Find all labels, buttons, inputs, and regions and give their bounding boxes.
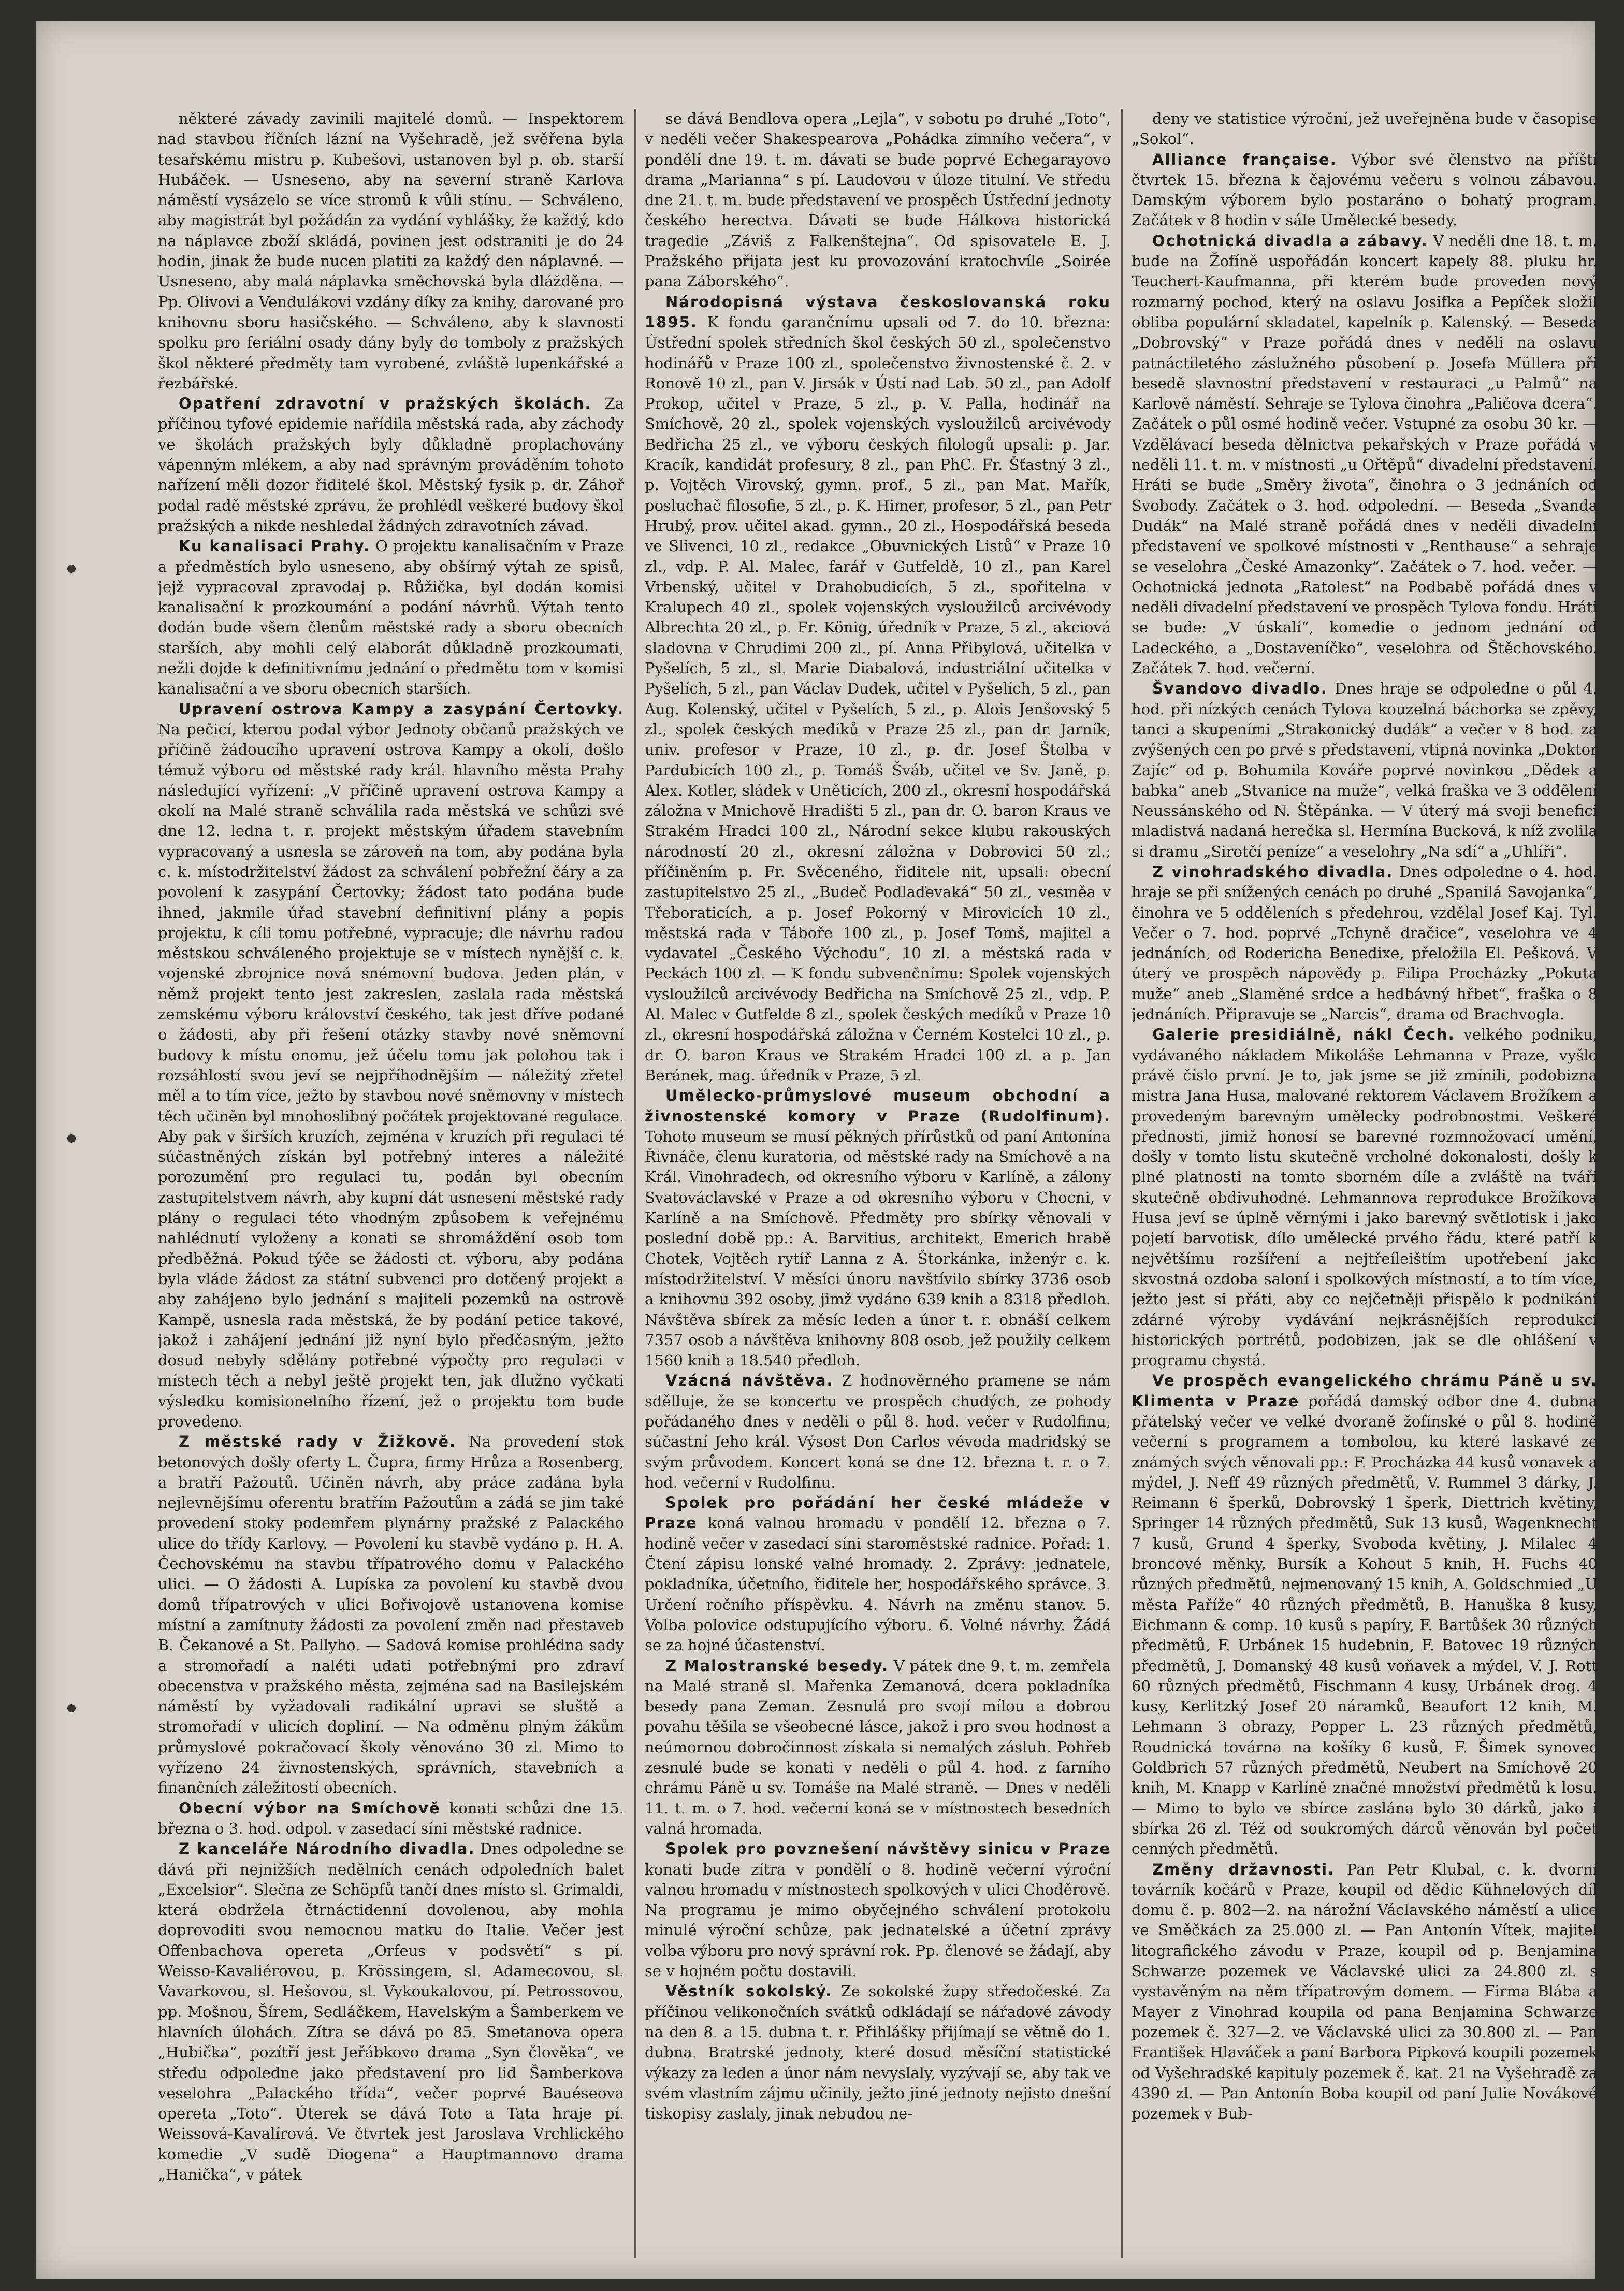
article-body: Z hodnověrného pramene se nám sdělluje, že se koncertu ve prospěch chudých, ze pohody pořádaného dnes v neděli o půl 8. hod. večer v Rudolfinu, súčastní Jeho král. Výsost Don Carlos vévoda madridský se svým průvodem. Koncert koná se dne 12. března t. r. o 7. hod. večerní v Rudolfinu. [645, 1372, 1111, 1491]
article-paragraph [1132, 231, 1598, 679]
article-body: konati schůzi dne 15. března o 3. hod. odpol. v zasedací síni městské radnice. [158, 1799, 624, 1837]
article-paragraph [1132, 679, 1598, 862]
article-body: konati bude zítra v pondělí o 8. hodině večerní výroční valnou hromadu v místnostech spolkových v ulici Choděrově. Na programu je mimo obyčejného schválení protokolu minulé výroční schůze, pak jednatelské a účetní zprávy volba výboru pro nový správní rok. Pp. členové se žádají, aby se v hojném počtu dostavili. [645, 1860, 1111, 1980]
article-headline: Z kanceláře Národního divadla. [179, 1840, 475, 1858]
article-headline: Švandovo divadlo. [1152, 680, 1328, 698]
article-body: koná valnou hromadu v pondělí 12. března o 7. hodině večer v zasedací síni staroměstské radnice. Pořad: 1. Čtení zápisu lonské valné hromady. 2. Zprávy: jednatele, pokladníka, účetního, řiditele her, hospodářského správce. 3. Určení ročního příspěvku. 4. Návrh na změnu stanov. 5. Volba polovice odstupujícího výboru. 6. Volné návrhy. Žádá se za hojné účastenství. [645, 1514, 1111, 1654]
article-headline: Obecní výbor na Smíchově [179, 1799, 441, 1817]
article-paragraph [1132, 150, 1598, 231]
article-paragraph [1132, 1860, 1598, 2124]
article-headline: Spolek pro pořádání her české mládeže v Praze [645, 1494, 1111, 1532]
article-headline: Umělecko‑průmyslové museum obchodní a živnostenské komory v Praze (Rudolfinum). [645, 1087, 1111, 1125]
text-column-3 [1132, 109, 1598, 2258]
article-headline: Upravení ostrova Kampy a zasypání Čertovky. [179, 700, 624, 718]
column-divider-1 [634, 109, 636, 2258]
article-headline: Ochotnická divadla a zábavy. [1152, 232, 1428, 250]
article-body: pořádá damský odbor dne 4. dubna přátelský večer ve velké dvoraně žofínské o půl 8. hodině večerní s programem a tombolou, ku které laskavé ze známých svých věnovali pp.: F. Procházka 44 kusů vonavek a mýdel, J. Neff 49 různých předmětů, V. Rummel 3 dárky, J. Reimann 6 šperků, Dobrovský 1 šperk, Diettrich květiny, Springer 14 různých předmětů, Suk 13 kusů, Wagenknecht 7 kusů, Grund 4 šperky, Svoboda květiny, J. Milalec 4 broncové měnky, Bursík a Kohout 5 knih, H. Fuchs 40 různých předmětů, nejmenovaný 15 knih, A. Goldschmied „U města Paříže“ 40 různých předmětů, B. Hanuška 8 kusy, Eichmann & comp. 10 kusů s papíry, F. Bartůšek 30 různých předmětů, F. Urbánek 15 hudebnin, F. Batovec 19 různých předmětů, J. Domanský 48 kusů voňavek a mýdel, V. J. Rott 60 různých předmětů, Fischmann 4 kusy, Urbánek drog. 4 kusy, Kerlitzký Josef 20 náramků, Beaufort 12 knih, M. Lehmann 3 obrazy, Popper L. 23 různých předmětů, Roudnická továrna na košíky 6 kusů, F. Šimek synovec Goldbrich 57 různých předmětů, Neubert na Smíchově 20 knih, M. Knapp v Karlíně značné množství předmětů k losu. — Mimo to bylo ve sbírce zaslána bylo 30 dárků, jako i sbírka 26 zl. Též od soukromých dárců věnován byl počet cenných předmětů. [1132, 1392, 1598, 1858]
article-headline: Spolek pro povznešení návštěvy sinicu v Praze [665, 1840, 1111, 1858]
article-paragraph [158, 699, 624, 1432]
article-body: velkého podniku, vydávaného nákladem Mikoláše Lehmanna v Praze, vyšlo právě číslo první. Je to, jak jsme se již zmínili, podobizna mistra Jana Husa, malované rektorem Václavem Brožíkem a provedeným barevným umělecky podrobnostmi. Veškeré přednosti, jimiž honosí se barevné rozmnožovací umění, došly v tomto listu skutečně vrcholné dokonalosti, došly k plné platnosti na tomto sborném díle a zvláště na tváři skutečně obdivuhodné. Lehmannova reprodukce Brožíkova Husa jeví se úplně věrnými i jako barevný světlotisk i jako pojetí barvotisk, dílo umělecké prvého řádu, které patří k největšímu rozšíření a nejtřeíleištím upotřebení jako skvostná ozdoba saloní i spolkových místností, a to tím více, ježto jest si přáti, aby co nejčetněji přispělo k podnikání zdárné výroby vydávání nejkrásnějších reprodukcí historických portrétů, podobizen, jak se dle ohlášení v programu chystá. [1132, 1026, 1598, 1370]
article-paragraph [645, 1656, 1111, 1839]
article-headline: Národopisná výstava českoslovanská roku 1895. [645, 293, 1111, 331]
article-body: Ze sokolské župy středočeské. Za příčinou velikonočních svátků odkládají se náŕadové závody na den 8. a 15. dubna t. r. Přihlášky přijímají se větně do 1. dubna. Bratrské jednoty, které dosud měsíční statistické výkazy za leden a únor nám nevyslaly, vyzývají se, aby tak ve svém vlastním zájmu učinily, ježto jiné jednoty nejisto dnešní tiskopisy zaslaly, jinak nebudou ne- [645, 1982, 1111, 2123]
column-divider-2 [1121, 109, 1123, 2258]
article-paragraph [158, 109, 624, 394]
article-headline: Ve prospěch evangelického chrámu Páně u sv. Klimenta v Praze [1132, 1372, 1598, 1410]
article-headline: Z Malostranské besedy. [665, 1656, 889, 1675]
article-paragraph [1132, 1025, 1598, 1371]
article-headline: Z městské rady v Žižkově. [179, 1433, 457, 1451]
article-body: některé závady zavinili majitelé domů. — Inspektorem nad stavbou říčních lázní na Vyšehradě, jež svěřena byla tesařskému mistru p. Kubešovi, ustanoven byl p. ob. starší Hubáček. — Usneseno, aby na severní straně Karlova náměstí vysázelo se více stromů k vůli stínu. — Schváleno, aby magistrát byl požádán za vydání vyhlášky, že každý, kdo na náplavce zboží skládá, povinen jest odstraniti je do 24 hodin, jinak že bude nucen platiti za každý den náplavné. — Usneseno, aby malá náplavka směchovská byla dlážděna. — Pp. Olivovi a Vendulákovi vzdány díky za knihy, darované pro knihovnu sboru hasičského. — Schváleno, aby k slavnosti spolku pro feriální osady dány byly do tomboly z pražských škol některé předměty tam vyrobené, zvláště lupenkářské a řezbářské. [158, 110, 624, 392]
binding-hole-1 [67, 565, 76, 573]
newspaper-page [36, 21, 1598, 2279]
article-body: V pátek dne 9. t. m. zemřela na Malé straně sl. Mařenka Zemanová, dcera pokladníka besedy pana Zeman. Zesnulá pro svojí mílou a dobrou povahu těšila se všeobecné lásce, jakož i pro svou hodnost a neúmornou dobročinnost získala si nemalých zásluh. Pohřeb zesnulé bude se konati v neděli o půl 4. hod. z farního chrámu Páně u sv. Tomáše na Malé straně. — Dnes v neděli 11. t. m. o 7. hod. večerní koná se v místnostech besedních valná hromada. [645, 1656, 1111, 1837]
text-column-2 [645, 109, 1111, 2258]
article-body: Dnes odpoledne o 4. hod. hraje se při snížených cenách po druhé „Spanilá Savojanka“, činohra ve 5 odděleních s předehrou, vzdělal Josef Kaj. Tyl. Večer o 7. hod. poprvé „Tchyně dračice“, veselohra ve 4 jednáních, od Roderichа Benedixe, přeložila El. Pešková. V úterý ve prospěch nápovědy p. Filipa Procházky „Pokuta muže“ aneb „Slaměné srdce a hedbávný hřbet“, fraška o 8 jednáních. Připravuje se „Narcis“, drama od Brachvogla. [1132, 862, 1598, 1024]
article-headline: Změny državnosti. [1152, 1860, 1335, 1878]
article-headline: Alliance française. [1152, 150, 1337, 168]
article-body: Pan Petr Klubal, c. k. dvorní továrník kočárů v Praze, koupil od dědic Kühnelových díl domu č. p. 802—2. na nárožní Václavského náměstí a ulice ve Směčkách za 25.000 zl. — Pan Antonín Vítek, majitel litografického závodu v Praze, koupil od p. Benjamina Schwarze pozemek ve Václavské ulici za 24.800 zl. s vystavěným na něm třípatrovým domem. — Firma Blába a Mayer z Vinohrad koupila od pana Benjamina Schwarze pozemek č. 327—2. ve Václavské ulici za 30.800 zl. — Pan František Hlaváček a paní Barbora Pipková koupili pozemek od Vyšehradské kapituly pozemek č. kat. 21 na Vyšehradě za 4390 zl. — Pan Antonín Boba koupil od paní Julie Novákové pozemek v Bub- [1132, 1860, 1598, 2123]
article-body: O projektu kanalisačním v Praze a předměstích bylo usneseno, aby obšírný výtah ze spisů, jejž vypracoval zpravodaj p. Růžička, byl dodán komisi kanalisační k prozkoumání a podání návrhů. Výtah tento dodán bude všem členům městské rady a sboru obecních starších, aby mohli celý elaborát důkladně prozkoumati, nežli dojde k definitivnímu jednání o předmětu tom v komisi kanalisační a ve sboru obecních starších. [158, 537, 624, 698]
article-paragraph [158, 1432, 624, 1798]
article-headline: Věstník sokolský. [665, 1982, 833, 2000]
article-paragraph [1132, 862, 1598, 1025]
article-paragraph [158, 536, 624, 699]
article-body: deny ve statistice výroční, jež uveřejněna bude v časopise „Sokol“. [1132, 110, 1598, 148]
article-body: Dnes odpoledne se dává při nejnižších nedělních cenách odpoledních balet „Excelsior“. Slečna ze Schöpfů tančí dnes místo sl. Grimaldi, která obdržela čtrnáctidenní dovolenou, aby mohla doprovoditi svou nemocnou matku do Italie. Večer jest Offenbachova opereta „Orfeus v podsvětí“ s pí. Weisso‑Kavaliérovou, p. Krössingem, sl. Adamecovou, sl. Vavarkovou, sl. Hešovou, sl. Vykoukalovou, pí. Petrossovou, pp. Mošnou, Šírem, Sedláčkem, Havelským a Šamberkem ve hlavních úlohách. Zítra se dává po 85. Smetanova opera „Hubička“, pozítří jest Jeřábkovo drama „Syn člověka“, ve středu odpoledne jako představení pro lid Šamberkova veselohra „Palackého třída“, večer poprvé Bauéseova opereta „Toto“. Úterek se dává Toto a Tata hraje pí. Weissová‑Kavalírová. Ve čtvrtek jest Jaroslava Vrchlického komedie „V sudě Diogena“ a Hauptmannovo drama „Hanička“, v pátek [158, 1840, 624, 2183]
article-paragraph [1132, 109, 1598, 150]
article-body: Dnes hraje se odpoledne o půl 4. hod. při nízkých cenách Tylova kouzelná báchorka se zpěvy, tanci a skupeními „Strakonický dudák“ a večer v 8 hod. za zvýšených cen po prvé s představení, vtipná novinka „Doktor Zajíc“ od p. Bohumila Kováře poprvé novinkou „Dědek a babka“ aneb „Stvanice na muže“, velká fraška ve 3 oddělení Neussánského od N. Štěpánka. — V úterý má svoji benefici mladistvá nadaná herečka sl. Hermína Bucková, k níž zvolila si dramu „Sirotčí peníze“ a veselohry „Na sdí“ a „Uhlíři“. [1132, 680, 1598, 860]
article-paragraph [645, 1981, 1111, 2124]
article-paragraph [645, 1493, 1111, 1655]
article-body: Na pečicí, kterou podal výbor Jednoty občanů pražských ve příčině žádoucího upravení ostrova Kampy a okolí, došlo témuž výboru od městské rady král. hlavního města Prahy následující vyřízení: „V příčině upravení ostrova Kampy a okolí na Malé straně schválila rada městská ve schůzi své dne 12. ledna t. r. projekt městským úřadem stavebním vypracovaný a usnesla se zároveň na tom, aby podána byla c. k. místodržitelství žádost za schválení pobřežní čáry a za povolení k zasypání Čertovky; žádost tato podána bude ihned, jakmile úřad stavební definitivní plány a popis projektu, k cíli tomu potřebné, vypracuje; dle návrhu radou městskou schváleného projektuje se v místech nynější c. k. vojenské zbrojnice nová snémovní budova. Jeden plán, v němž projekt tento jest zakreslen, zaslala rada městská zemskému výboru království českého, tak jest dříve podané o žádosti, aby při řešení otázky stavby nové sněmovní budovy k místu onomu, jež účelu tomu jak polohou tak i rozsáhlostí svou jeví se nejpříhodnějším — náležitý zřetel měl a to tím více, ježto by stavbou nové sněmovny v místech těch učiněn byl mnohoslibný počátek projektované regulace. Aby pak v širších kruzích, zejména v kruzích při regulaci té súčastněných získán byl potřebný interes a náležité porozumění pro regulaci tu, podán byl obecním zastupitelstvem návrh, aby kupní dát usnesení městské rady plány o regulaci této vhodným způsobem k veřejnému nahlédnutí vyloženy a konati se shromáždění osob tom předběžná. Pokud týče se žádosti ct. výboru, aby podána byla vláde žádost za státní subvenci pro dotčený projekt a aby zahájeno bylo jednání s majiteli pozemků na ostrově Kampě, usnesla rada městská, že by podání petice takové, jakož i zahájení jednání již nyní bylo předčasným, ježto dosud nebyly sdělány potřebné výpočty pro regulaci v místech těch a nebyl ještě projekt ten, jak dlužno vyčkati výsledku komisionelního řízení, jež o projektu tom bude provedeno. [158, 720, 624, 1430]
article-paragraph [158, 1798, 624, 1839]
article-paragraph [1132, 1371, 1598, 1859]
article-paragraph [158, 394, 624, 536]
article-paragraph [645, 1086, 1111, 1371]
article-headline: Galerie presidiálně, nákl Čech. [1152, 1026, 1455, 1044]
article-body: Za příčinou tyfové epidemie nařídila městská rada, aby záchody ve školách pražských byly důkladně proplachovány vápenným mlékem, a aby nad správným prováděním tohoto nařízení měli dozor řiditelé škol. Městský fysik p. dr. Záhoř podal radě městské zprávu, že prohlédl veškeré budovy škol pražských a nikde neshledal žádných zdravotních závad. [158, 395, 624, 535]
article-paragraph [645, 109, 1111, 292]
binding-hole-2 [67, 1134, 76, 1143]
article-headline: Opatření zdravotní v pražských školách. [179, 395, 592, 413]
article-paragraph [645, 1839, 1111, 1981]
article-headline: Ku kanalisaci Prahy. [179, 537, 371, 555]
article-headline: Vzácná návštěva. [665, 1372, 834, 1390]
binding-hole-3 [67, 1704, 76, 1712]
text-column-1 [158, 109, 624, 2258]
article-body: Výbor své členstvo na příští čtvrtek 15. března k čajovému večeru s volnou zábavou. Damským výborem bylo postaráno o bohatý program. Začátek v 8 hodin v sále Umělecké besedy. [1132, 150, 1598, 229]
article-paragraph [645, 292, 1111, 1086]
article-paragraph [645, 1371, 1111, 1493]
article-body: Na provedení stok betonových došly oferty L. Čupra, firmy Hrůza a Rosenberg, a bratří Pažoutů. Učiněn návrh, aby práce zadána byla nejlevnějšímu oferentu bratřím Pažoutům a zádá se jim také provedení stoky podemřem plynárny pražské z Palackého ulice do třídy Karlovy. — Povolení ku stavbě vydáno p. H. A. Čechovskému na stavbu třípatrového domu v Palackého ulici. — O žádosti A. Lupíska za povolení ku stavbě dvou domů třípatrových v ulici Bořivojově ustanovena komise místní a zamítnuty žádosti za povolení změn nad přestaveb B. Čekanové a St. Pallyho. — Sadová komise prohlédna sady a stromořadí a naléti udati potřebnými pro zdraví obecenstva v pražského města, zejména sad na Basilejském náměstí by vyžadovali radikální upravi se sluště a stromořadí v ulicích dopliní. — Na odměnu plným žákům průmyslové pokračovací školy věnováno 30 zl. Mimo to vyřízeno 24 živnostenských, správních, stavebních a finančních záležitostí obecních. [158, 1433, 624, 1797]
article-body: Tohoto museum se musí pěkných přírůstků od paní Antonína Řivnáče, členu kuratoria, od městské rady na Smíchově a na Král. Vinohradech, od okresního výboru v Karlíně, a zálony Svatováclavské v Praze a od okresního výboru v Chocni, v Karlíně a na Smíchově. Předměty pro sbírky věnovali v poslední době pp.: A. Barvitius, architekt, Emerich hrabě Chotek, Vojtěch rytíř Lanna z A. Štorkánka, inženýr c. k. místodržitelství. V měsíci únoru navštívilo sbírky 3736 osob a knihovnu 392 osoby, jimž vydáno 639 knih a 8318 předloh. Návštěva sbírek za měsíc leden a únor t. r. obnáší celkem 7357 osob a návštěva knihovny 808 osob, jež použily celkem 1560 knih a 18.540 předloh. [645, 1127, 1111, 1370]
article-body: K fondu garančnímu upsali od 7. do 10. března: Ústřední spolek středních škol českých 50 zl., společenstvo hodinářů v Praze 100 zl., společenstvo živnostenské č. 2. v Ronově 10 zl., pan V. Jirsák v Ústí nad Lab. 50 zl., pan Adolf Prokop, učitel v Praze, 5 zl., p. V. Palla, hodinář na Smíchově, 20 zl., spolek vojenských vysloužilců arcivévody Bedřicha 25 zl., ve výboru českých filologů upsali: p. Jar. Kracík, kandidát profesury, 8 zl., pan PhC. Fr. Šťastný 3 zl., p. Vojtěch Virovský, gymn. prof., 5 zl., pan Mat. Mařík, posluchač filosofie, 5 zl., p. K. Himer, profesor, 5 zl., pan Petr Hrubý, prov. učitel akad. gymn., 20 zl., Hospodářská beseda ve Slivenci, 10 zl., redakce „Obuvnických Listů“ v Praze 10 zl., vdp. P. Al. Malec, farář v Gutfeldě, 10 zl., pan Karel Vrbenský, učitel v Drahobudicích, 5 zl., spořitelna v Kralupech 40 zl., spolek vojenských vysloužilců arcivévody Albrechta 20 zl., p. Fr. König, úředník v Praze, 5 zl., akciová sladovna v Chrudimi 200 zl., pí. Anna Přibylová, učitelka v Pyšelích, 5 zl., sl. Marie Diabalová, industriální učitelka v Pyšelích, 5 zl., pan Václav Dudek, učitel v Pyšelích, 5 zl., pan Aug. Kolenský, učitel v Pyšelích, 5 zl., p. Alois Jenšovský 5 zl., spolek českých medíků v Praze 25 zl., pan dr. Jarník, univ. profesor v Praze, 10 zl., p. dr. Josef Štolba v Pardubicích 100 zl., p. Tomáš Šváb, učitel ve Sv. Janě, p. Alex. Kotler, sládek v Uněticích, 200 zl., okresní hospodářská záložna v Mnichově Hradišti 5 zl., pan dr. O. baron Kraus ve Strakém Hradci 100 zl., Národní sekce klubu rakouských národností 20 zl., okresní záložna v Dobrovici 50 zl.; příčiněním p. Fr. Svěceného, řiditele nit, upsali: obecní zastupitelstvo 25 zl., „Budeč Podlaďevaká“ 50 zl., vesměa v Třeboraticích, a p. Josef Pokorný v Mirovicích 10 zl., městská rada v Táboře 100 zl., p. Josef Tomš, majitel a vydavatel „Českého Východu“, 10 zl. a městská rada v Peckách 100 zl. — K fondu subvenčnímu: Spolek vojenských vysloužilců arcivévody Bedřicha na Smíchově 25 zl., vdp. P. Al. Malec v Gutfelde 8 zl., spolek českých medíků v Praze 10 zl., okresní hospodářská záložna v Černém Kostelci 10 zl., p. dr. O. baron Kraus ve Strakém Hradci 100 zl. a p. Jan Beránek, mag. úředník v Praze, 5 zl. [645, 313, 1111, 1084]
article-paragraph [158, 1839, 624, 2185]
article-headline: Z vinohradského divadla. [1152, 862, 1394, 881]
article-body: se dává Bendlova opera „Lejla“, v sobotu po druhé „Toto“, v neděli večer Shakespearova „Pohádka zimního večera“, v pondělí dne 19. t. m. dávati se bude poprvé Echegarayovo drama „Marianna“ s pí. Laudovou v úloze titulní. Ve středu dne 21. t. m. bude představení ve prospěch Ústřední jednoty českého herectva. Dávati se bude Hálkova historická tragedie „Záviš z Falkenštejna“. Od spisovatele E. J. Pražského přijata jest ku provozování kratochvíle „Soirée pana Záborského“. [645, 110, 1111, 291]
article-body: V neděli dne 18. t. m. bude na Žofíně uspořádán koncert kapely 88. pluku hr. Teuchert‑Kaufmanna, při kterém bude proveden nový rozmarný pochod, který na oslavu Josifka a Pepíček složil obliba populární skladatel, kapelník p. Kalenský. — Beseda „Dobrovský“ v Praze pořádá dnes v neděli na oslavu patnáctiletého záslužného působení p. Josefa Müllera při besedě slavnostní představení v restauraci „u Palmů“ na Karlově náměstí. Sehraje se Tylova činohra „Paličova dcera“. Začátek o půl osmé hodině večer. Vstupné za osobu 30 kr. — Vzdělávací beseda dělnictva pekařských v Praze pořádá v neděli 11. t. m. v místnosti „u Ořtěpů“ divadelní představení. Hráti se bude „Směry života“, činohra o 3 jednáních od Svobody. Začátek o 3. hod. odpolední. — Beseda „Svanda Dudák“ na Malé straně pořádá dnes v neděli divadelní představení ve spolkové místnosti v „Renthause“ a sehraje se veselohra „České Amazonky“. Začátek o 7. hod. večer. — Ochotnická jednota „Ratolest“ na Podbabě pořádá dnes v neděli divadelní představení ve prospěch Tylova fondu. Hráti se bude: „V úskalí“, komedie o jednom jednání od Ladeckého, a „Dostaveníčko“, veselohra od Štěchovského. Začátek 7. hod. večerní. [1132, 232, 1598, 678]
